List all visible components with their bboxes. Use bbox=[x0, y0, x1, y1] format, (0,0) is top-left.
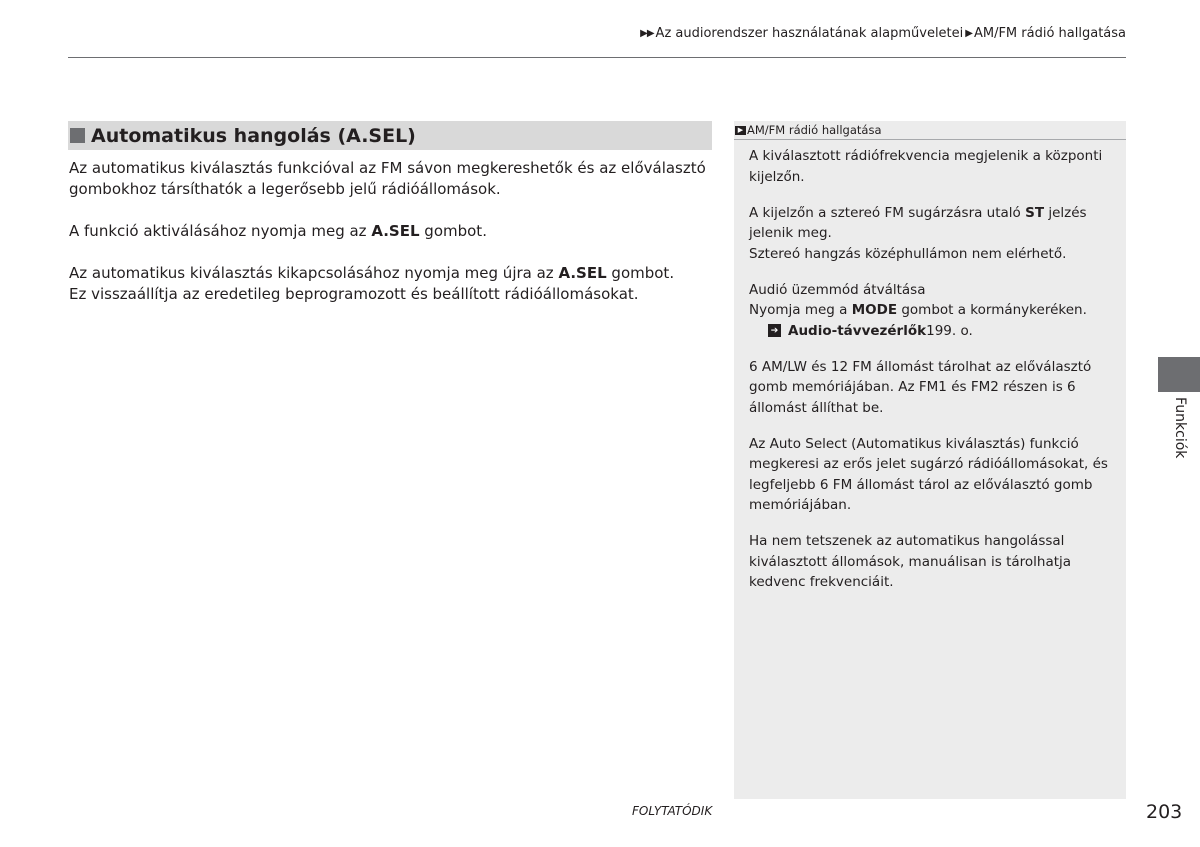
section-heading bbox=[68, 121, 712, 150]
text: Sztereó hangzás középhullámon nem elérhető. bbox=[749, 245, 1067, 262]
paragraph-activate bbox=[69, 221, 719, 242]
breadcrumb-item-1[interactable]: Az audiorendszer használatának alapműveletei bbox=[655, 26, 964, 41]
triangle-icon: ▶ bbox=[965, 28, 972, 39]
note-manual: Ha nem tetszenek az automatikus hangolással kiválasztott állomások, manuálisan is tárolhatja kedvenc frekvenciáit. bbox=[749, 533, 1072, 590]
button-name-asel: A.SEL bbox=[558, 264, 607, 282]
text: gombot. bbox=[606, 264, 675, 282]
chapter-tab[interactable] bbox=[1158, 357, 1200, 392]
paragraph-deactivate bbox=[69, 263, 719, 305]
sidebar-body bbox=[734, 140, 1126, 593]
reference-page: 199. o. bbox=[926, 322, 973, 339]
text: gombot a kormánykeréken. bbox=[897, 302, 1087, 318]
note-stereo bbox=[749, 203, 1112, 265]
main-content bbox=[69, 158, 719, 326]
button-name-mode: MODE bbox=[851, 302, 898, 318]
sidebar-title: AM/FM rádió hallgatása bbox=[747, 123, 882, 137]
text: A funkció aktiválásához nyomja meg az bbox=[69, 222, 372, 240]
notes-sidebar bbox=[734, 121, 1126, 799]
note-display: A kiválasztott rádiófrekvencia megjelenik a központi kijelzőn. bbox=[749, 148, 1103, 185]
chapter-tab-label: Funkciók bbox=[1172, 397, 1188, 459]
note-mode bbox=[749, 280, 1112, 342]
continued-label: FOLYTATÓDIK bbox=[632, 804, 713, 818]
breadcrumb-item-2[interactable]: AM/FM rádió hallgatása bbox=[973, 26, 1126, 41]
page-number: 203 bbox=[1146, 801, 1183, 823]
text: Ez visszaállítja az eredetileg beprogramozott és beállított rádióállomásokat. bbox=[69, 285, 639, 303]
sidebar-header bbox=[734, 121, 1126, 140]
note-auto-select: Az Auto Select (Automatikus kiválasztás) funkció megkeresi az erős jelet sugárzó rádióállomásokat, és legfeljebb 6 FM állomást tárol az előválasztó gomb memóriájában. bbox=[749, 435, 1108, 513]
double-triangle-icon: ▶▶ bbox=[640, 28, 654, 39]
indicator-st: ST bbox=[1025, 204, 1045, 221]
text: jelzés jelenik meg. bbox=[749, 204, 1087, 241]
reference-arrow-icon: ➔ bbox=[768, 324, 781, 337]
text: Audió üzemmód átváltása bbox=[749, 281, 926, 298]
text: A kijelzőn a sztereó FM sugárzásra utaló bbox=[749, 204, 1026, 221]
button-name-asel: A.SEL bbox=[371, 222, 420, 240]
reference-title[interactable]: Audio-távvezérlők bbox=[788, 322, 927, 339]
breadcrumb bbox=[640, 26, 1126, 41]
note-arrow-icon: ▶ bbox=[735, 126, 746, 135]
header-divider bbox=[68, 57, 1126, 58]
text: Nyomja meg a bbox=[749, 302, 852, 318]
section-title: Automatikus hangolás (A.SEL) bbox=[91, 124, 416, 147]
paragraph-intro: Az automatikus kiválasztás funkcióval az FM sávon megkereshetők és az előválasztó gombokhoz társíthatók a legerősebb jelű rádióállomások. bbox=[69, 159, 706, 198]
cross-reference-link[interactable] bbox=[749, 321, 1112, 342]
note-presets: 6 AM/LW és 12 FM állomást tárolhat az előválasztó gomb memóriájában. Az FM1 és FM2 részen is 6 állomást állíthat be. bbox=[749, 358, 1092, 416]
text: gombot. bbox=[419, 222, 487, 240]
text: Az automatikus kiválasztás kikapcsolásához nyomja meg újra az bbox=[69, 264, 559, 282]
square-bullet-icon bbox=[70, 128, 85, 143]
